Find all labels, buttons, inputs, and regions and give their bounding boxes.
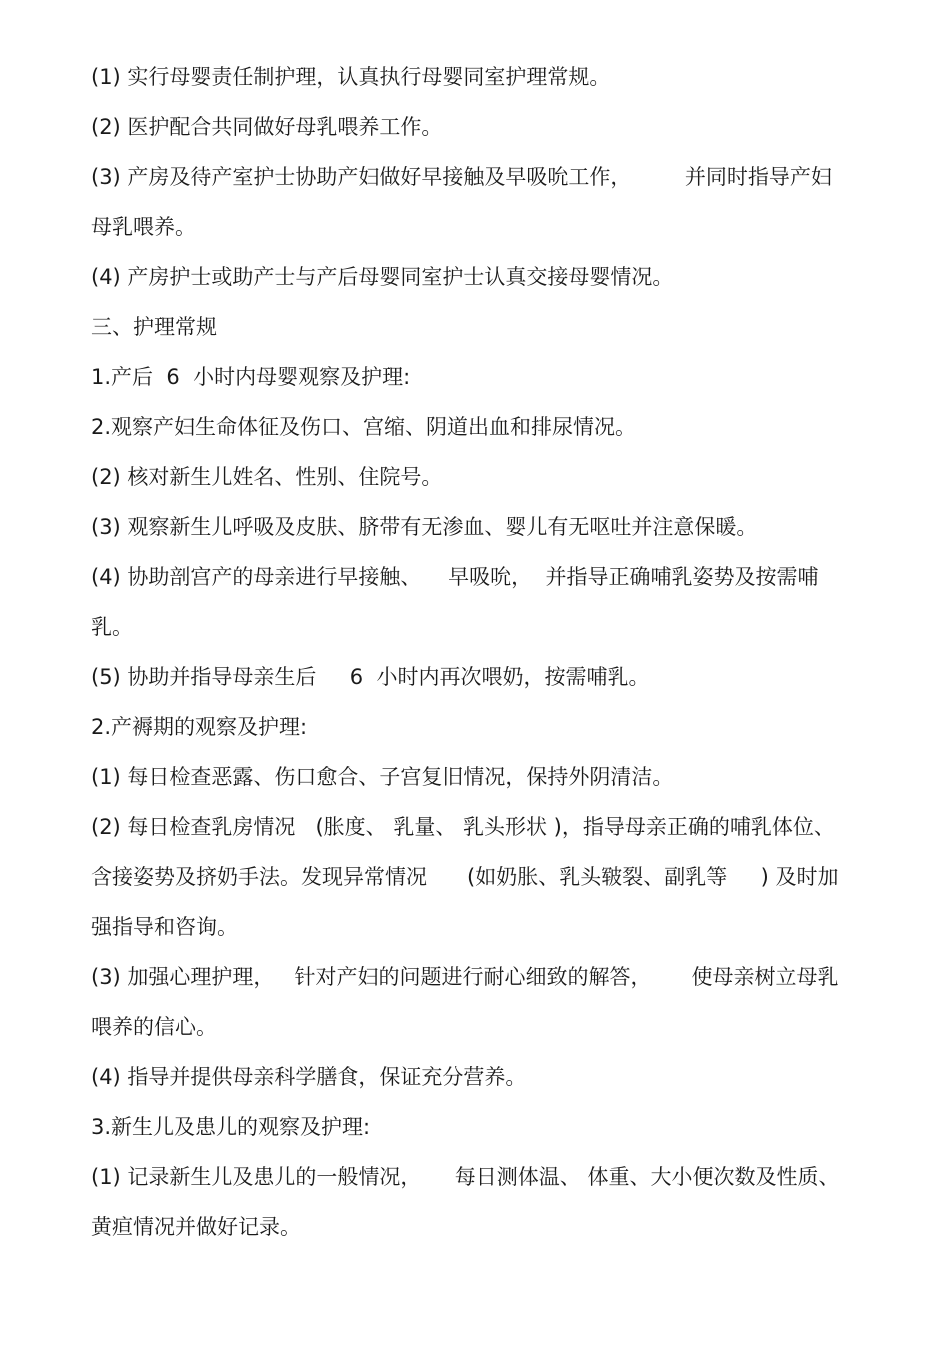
text-line bbox=[91, 1062, 901, 1092]
line-text: (4) 指导并提供母亲科学膳食，保证充分营养。 bbox=[91, 1065, 527, 1089]
text-line bbox=[91, 1012, 901, 1042]
line-text: (1) 实行母婴责任制护理，认真执行母婴同室护理常规。 bbox=[91, 65, 611, 89]
line-text: 2.观察产妇生命体征及伤口、宫缩、阴道出血和排尿情况。 bbox=[91, 415, 637, 439]
text-line bbox=[91, 62, 901, 92]
section-heading bbox=[91, 312, 901, 342]
line-text: (1) 每日检查恶露、伤口愈合、子宫复旧情况，保持外阴清洁。 bbox=[91, 765, 674, 789]
text-line bbox=[91, 212, 901, 242]
line-text: (4) 产房护士或助产士与产后母婴同室护士认真交接母婴情况。 bbox=[91, 265, 674, 289]
line-text: 3.新生儿及患儿的观察及护理: bbox=[91, 1115, 371, 1139]
line-text: 黄疸情况并做好记录。 bbox=[91, 1215, 301, 1239]
text-line bbox=[91, 662, 901, 692]
line-text: 母乳喂养。 bbox=[91, 215, 196, 239]
text-line bbox=[91, 812, 901, 842]
line-text: 1.产后 6 小时内母婴观察及护理: bbox=[91, 365, 411, 389]
text-line bbox=[91, 962, 901, 992]
line-text: 2.产褥期的观察及护理: bbox=[91, 715, 308, 739]
text-line bbox=[91, 612, 901, 642]
text-line bbox=[91, 712, 901, 742]
text-line bbox=[91, 1162, 901, 1192]
text-line bbox=[91, 762, 901, 792]
line-text: (2) 每日检查乳房情况 (胀度、 乳量、 乳头形状 )，指导母亲正确的哺乳体位、 bbox=[91, 815, 835, 839]
text-line bbox=[91, 112, 901, 142]
line-text: (4) 协助剖宫产的母亲进行早接触、 早吸吮， 并指导正确哺乳姿势及按需哺 bbox=[91, 565, 819, 589]
text-line bbox=[91, 1112, 901, 1142]
line-text: 乳。 bbox=[91, 615, 133, 639]
line-text: (2) 核对新生儿姓名、性别、住院号。 bbox=[91, 465, 443, 489]
line-text: 强指导和咨询。 bbox=[91, 915, 238, 939]
text-line bbox=[91, 912, 901, 942]
line-text: (5) 协助并指导母亲生后 6 小时内再次喂奶，按需哺乳。 bbox=[91, 665, 650, 689]
text-line bbox=[91, 562, 901, 592]
line-text: (3) 产房及待产室护士协助产妇做好早接触及早吸吮工作， 并同时指导产妇 bbox=[91, 165, 832, 189]
text-line bbox=[91, 862, 901, 892]
line-text: 喂养的信心。 bbox=[91, 1015, 217, 1039]
text-line bbox=[91, 512, 901, 542]
text-line bbox=[91, 412, 901, 442]
line-text: (3) 加强心理护理， 针对产妇的问题进行耐心细致的解答， 使母亲树立母乳 bbox=[91, 965, 839, 989]
line-text: 含接姿势及挤奶手法。发现异常情况 (如奶胀、乳头皲裂、副乳等 ) 及时加 bbox=[91, 865, 839, 889]
line-text: (1) 记录新生儿及患儿的一般情况， 每日测体温、 体重、大小便次数及性质、 bbox=[91, 1165, 840, 1189]
text-line bbox=[91, 1212, 901, 1242]
text-line bbox=[91, 162, 901, 192]
text-line bbox=[91, 362, 901, 392]
text-line bbox=[91, 462, 901, 492]
line-text: 三、护理常规 bbox=[91, 315, 217, 339]
line-text: (2) 医护配合共同做好母乳喂养工作。 bbox=[91, 115, 443, 139]
line-text: (3) 观察新生儿呼吸及皮肤、脐带有无渗血、婴儿有无呕吐并注意保暖。 bbox=[91, 515, 758, 539]
text-line bbox=[91, 262, 901, 292]
